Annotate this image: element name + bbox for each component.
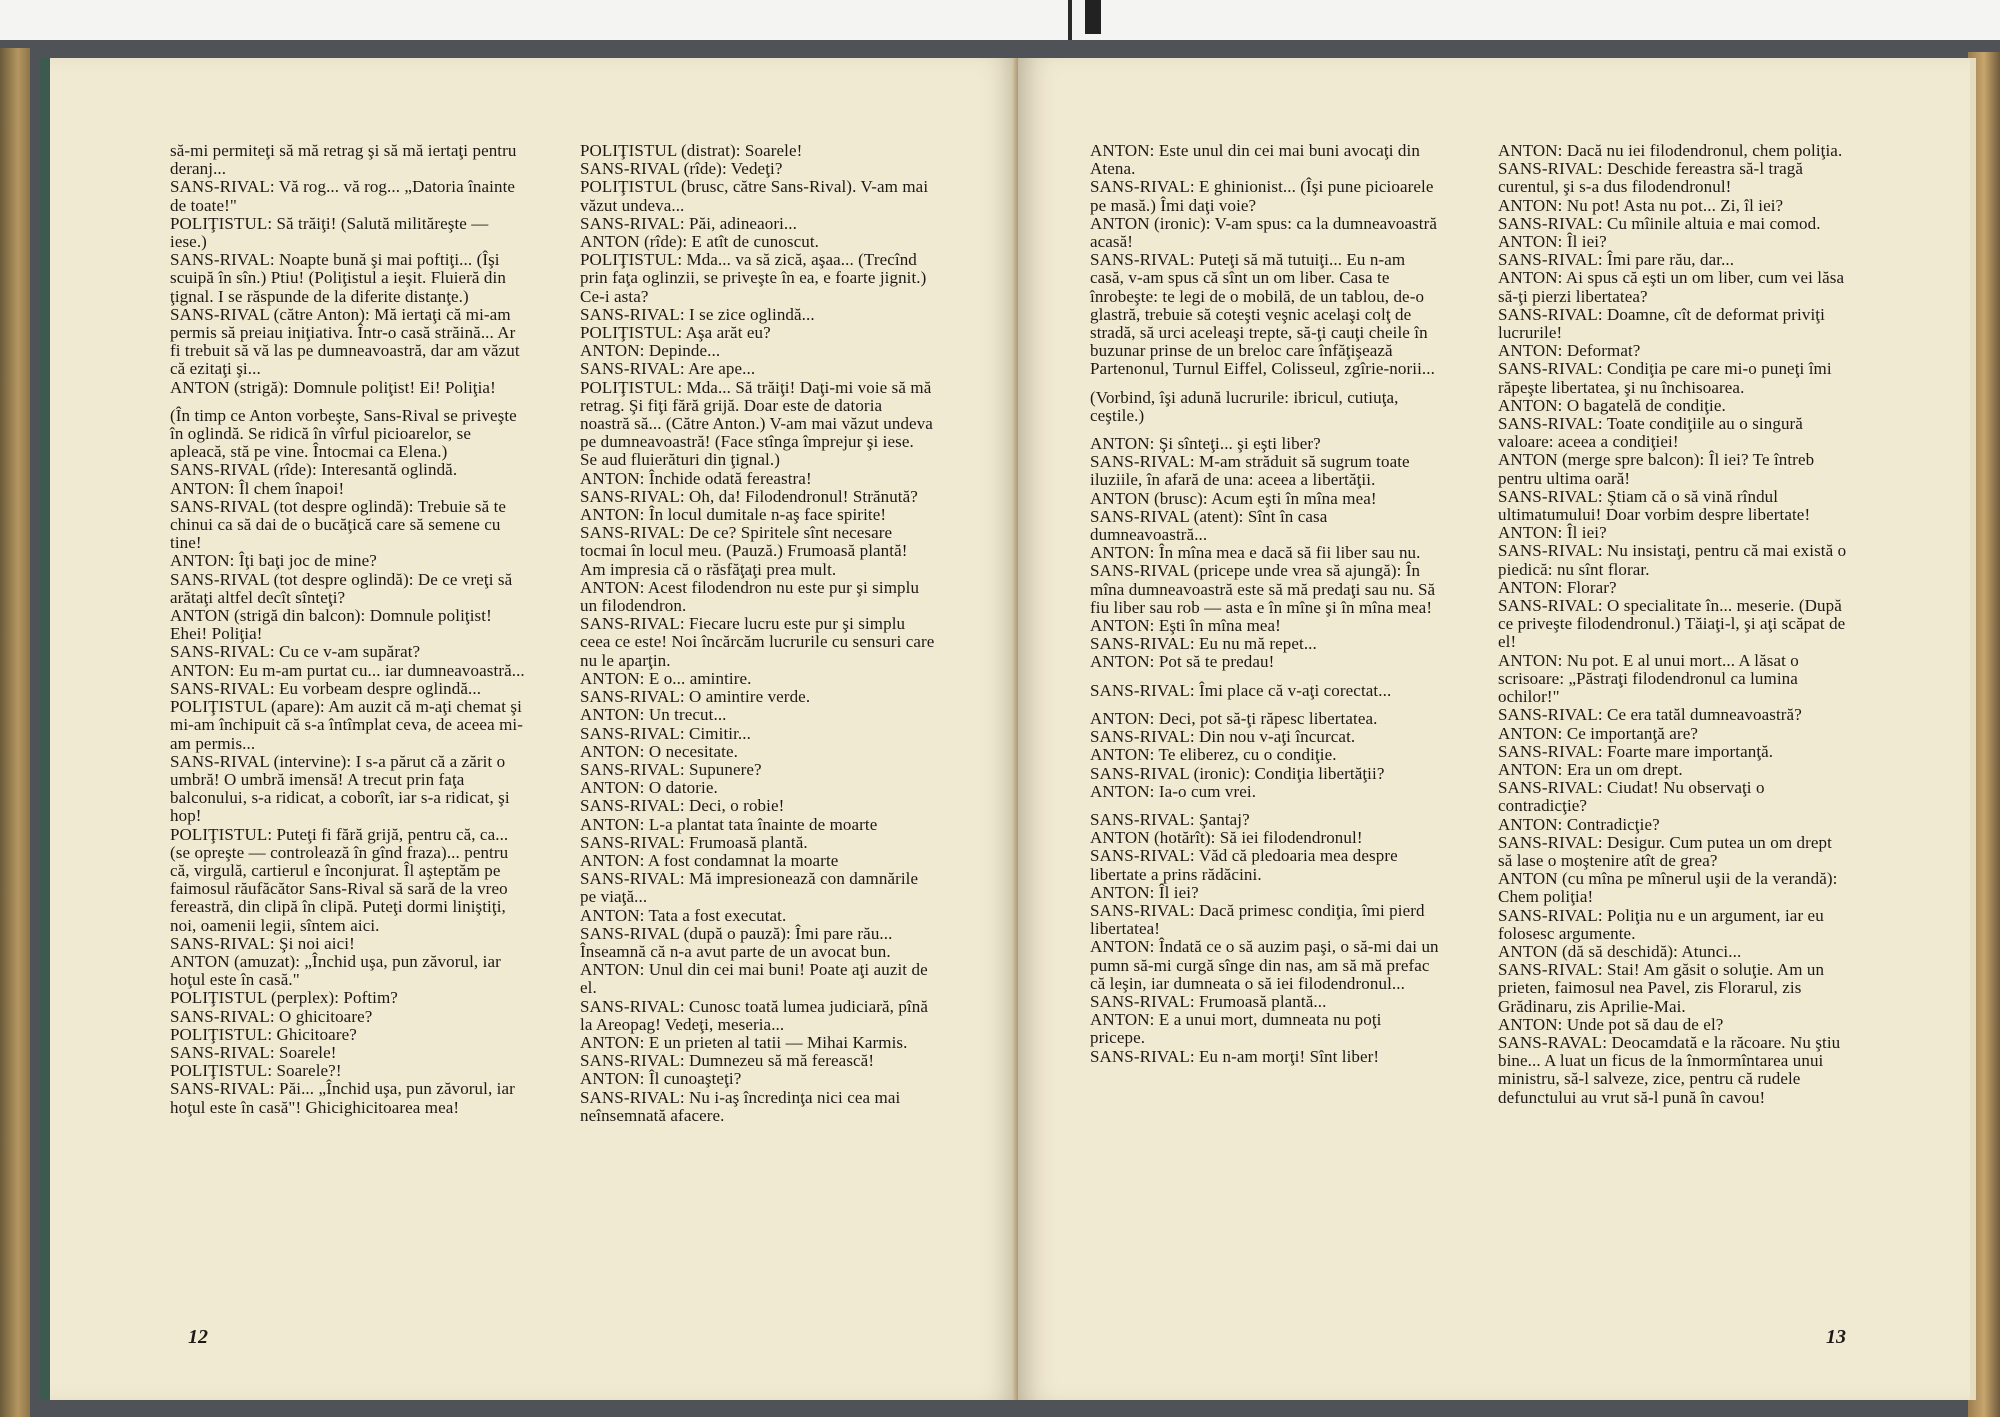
dialogue-line: SANS-RIVAL: Ce era tatăl dumneavoastră? [1498, 705, 1802, 725]
dialogue-line: SANS-RIVAL: Cu mîinile altuia e mai comod. [1498, 213, 1821, 233]
dialogue-line: ANTON: Dacă nu iei filodendronul, chem poliţia. [1498, 141, 1843, 160]
dialogue-line: SANS-RIVAL (rîde): Interesantă oglindă. [170, 460, 458, 480]
dialogue-line: ANTON: Închide odată fereastra! [580, 468, 812, 488]
dialogue-line: ANTON (rîde): E atît de cunoscut. [580, 232, 820, 252]
left-page-column-2 [580, 142, 935, 1125]
dialogue-line: ANTON: În locul dumitale n-aş face spirite! [580, 505, 887, 525]
dialogue-line: ANTON: Era un om drept. [1498, 759, 1683, 779]
dialogue-line: ANTON: A fost condamnat la moarte [580, 850, 839, 870]
background-top [0, 0, 2000, 44]
dialogue-line: ANTON: Ai spus că eşti un om liber, cum vei lăsa să-ţi pierzi libertatea? [1498, 268, 1845, 306]
dialogue-line: SANS-RIVAL: I se zice oglindă... [580, 304, 815, 324]
dialogue-line: ANTON: Nu pot. E al unui mort... A lăsat o scrisoare: „Păstraţi filodendronul ca lumina ochilor!" [1498, 650, 1799, 707]
dialogue-line: ANTON: Îl iei? [1498, 232, 1607, 252]
dialogue-line: ANTON (merge spre balcon): Îl iei? Te întreb pentru ultima oară! [1498, 450, 1815, 488]
dialogue-line: SANS-RIVAL: Noapte bună şi mai poftiţi... (Îşi scuipă în sîn.) Ptiu! (Poliţistul a ieşit. Fluieră din ţignal. I se răspunde de la diferite distanţe.) [170, 250, 506, 306]
dialogue-line: SANS-RIVAL: Desigur. Cum putea un om drept să lase o moştenire atît de grea? [1498, 832, 1832, 870]
dialogue-line: ANTON: Te eliberez, cu o condiţie. [1090, 745, 1337, 765]
dialogue-line: POLIŢISTUL: Să trăiţi! (Salută milităreşte — iese.) [170, 213, 489, 252]
book-edge-left [0, 48, 30, 1417]
dialogue-line: POLIŢISTUL (apare): Am auzit că m-aţi chemat şi mi-am închipuit că s-a întîmplat ceva, de aceea mi-am permis... [170, 697, 523, 753]
dialogue-line: POLIŢISTUL: Ghicitoare? [170, 1024, 357, 1044]
dialogue-line: ANTON (hotărît): Să iei filodendronul! [1090, 828, 1363, 848]
dialogue-line: SANS-RIVAL: Frumoasă plantă. [580, 832, 808, 852]
dialogue-line: ANTON: E o... amintire. [580, 668, 752, 688]
dialogue-line: ANTON: Nu pot! Asta nu pot... Zi, îl iei? [1498, 195, 1784, 215]
dialogue-line: SANS-RIVAL: Eu vorbeam despre oglindă... [170, 678, 482, 698]
left-page [40, 58, 1018, 1400]
dialogue-line: ANTON: Îl iei? [1498, 523, 1607, 543]
dialogue-line: SANS-RIVAL: Foarte mare importanţă. [1498, 741, 1774, 761]
dialogue-line: ANTON: Acest filodendron nu este pur şi simplu un filodendron. [580, 577, 920, 616]
dialogue-line: ANTON: E un prieten al tatii — Mihai Karmis. [580, 1032, 908, 1052]
dialogue-line: POLIŢISTUL: Puteţi fi fără grijă, pentru că, ca... (se opreşte — controlează în gînd fraza)... pentru că, virgulă, cartierul e înconjurat. Îl aşteptăm pe faimosul răufăcător Sans-Rival să sară de la vreo fereastră, din clipă în clipă. Puteţi dormi liniştiţi, noi, oamenii legii, sîntem aici. [170, 824, 509, 935]
dialogue-line: SANS-RIVAL (tot despre oglindă): De ce vreţi să arătaţi altfel decît sînteţi? [170, 569, 513, 607]
dialogue-line: SANS-RIVAL: Nu insistaţi, pentru că mai există o piedică: nu sînt florar. [1498, 541, 1847, 579]
dialogue-line: SANS-RIVAL: Frumoasă plantă... [1090, 991, 1327, 1011]
dialogue-line: SANS-RIVAL: M-am străduit să sugrum toate iluziile, în afară de una: aceea a libertăţii. [1090, 452, 1410, 490]
dialogue-line: SANS-RIVAL: O ghicitoare? [170, 1006, 373, 1026]
dialogue-line: POLIŢISTUL (distrat): Soarele! [580, 141, 803, 160]
dialogue-line: SANS-RIVAL: Eu n-am morţi! Sînt liber! [1090, 1046, 1380, 1066]
clip [1068, 0, 1072, 40]
dialogue-line: SANS-RIVAL: Are ape... [580, 359, 756, 379]
dialogue-line: SANS-RIVAL: Ciudat! Nu observaţi o contradicţie? [1498, 778, 1765, 816]
dialogue-line: SANS-RIVAL: Păi, adineaori... [580, 213, 797, 233]
dialogue-line: ANTON: O necesitate. [580, 741, 738, 761]
right-page-column-2 [1498, 142, 1848, 1107]
right-page-column-1 [1090, 142, 1440, 1066]
dialogue-line: ANTON: Ia-o cum vrei. [1090, 781, 1257, 801]
dialogue-line: POLIŢISTUL (brusc, către Sans-Rival). V-am mai văzut undeva... [580, 177, 929, 215]
dialogue-line: SANS-RIVAL (tot despre oglindă): Trebuie să te chinui ca să dai de o bucăţică care să semene cu tine! [170, 496, 507, 553]
dialogue-line: SANS-RIVAL: E ghinionist... (Îşi pune picioarele pe masă.) Îmi daţi voie? [1090, 177, 1434, 215]
dialogue-line: ANTON: Îţi baţi joc de mine? [170, 551, 377, 571]
dialogue-line: POLIŢISTUL: Mda... va să zică, aşaa... (Trecînd prin faţa oglinzii, se priveşte în ea, e foarte jignit.) Ce-i asta? [580, 250, 927, 306]
dialogue-line: ANTON: Eşti în mîna mea! [1090, 616, 1281, 636]
dialogue-line: ANTON: E a unui mort, dumneata nu poţi pricepe. [1090, 1010, 1382, 1048]
dialogue-line: ANTON (dă să deschidă): Atunci... [1498, 941, 1742, 961]
dialogue-line: ANTON: Depinde... [580, 341, 721, 361]
dialogue-line: SANS-RIVAL (după o pauză): Îmi pare rău... Înseamnă că n-a avut parte de un avocat bun. [580, 923, 893, 961]
dialogue-line: ANTON: Contradicţie? [1498, 814, 1660, 834]
dialogue-line: ANTON: Un trecut... [580, 705, 727, 725]
dialogue-line: să-mi permiteţi să mă retrag şi să mă iertaţi pentru deranj... [170, 141, 517, 179]
left-page-column-1 [170, 142, 525, 1117]
dialogue-line: SANS-RIVAL: Condiţia pe care mi-o puneţi îmi răpeşte libertatea, şi nu închisoarea. [1498, 359, 1832, 397]
right-page [1018, 58, 1976, 1400]
dialogue-line: ANTON: Îndată ce o să auzim paşi, o să-mi dai un pumn să-mi curgă sînge din nas, am să mă prefac că leşin, iar dumneata o să iei filodendronul... [1090, 937, 1439, 993]
page-number: 13 [1826, 1326, 1846, 1348]
dialogue-line: SANS-RIVAL: Deschide fereastra să-l tragă curentul, şi s-a dus filodendronul! [1498, 159, 1803, 197]
dialogue-line: SANS-RIVAL: Fiecare lucru este pur şi simplu ceea ce este! Noi încărcăm lucrurile cu sensuri care nu le aparţin. [580, 614, 935, 670]
dialogue-line: SANS-RIVAL: O amintire verde. [580, 687, 811, 707]
clip [1085, 0, 1101, 34]
dialogue-line: ANTON: Deformat? [1498, 341, 1641, 361]
dialogue-line: SANS-RIVAL: Doamne, cît de deformat priviţi lucrurile! [1498, 304, 1825, 343]
dialogue-line: SANS-RIVAL (ironic): Condiţia libertăţii? [1090, 763, 1385, 783]
dialogue-line: ANTON: În mîna mea e dacă să fii liber sau nu. [1090, 543, 1421, 563]
dialogue-line: SANS-RIVAL: Toate condiţiile au o singură valoare: aceea a condiţiei! [1498, 414, 1803, 452]
dialogue-line: SANS-RIVAL (intervine): I s-a părut că a zărit o umbră! O umbră imensă! A trecut prin faţa balconului, s-a ridicat, a coborît, iar s-a ridicat, şi hop! [170, 751, 510, 826]
dialogue-line: (Vorbind, îşi adună lucrurile: ibricul, cutiuţa, ceştile.) [1090, 387, 1399, 425]
dialogue-line: ANTON (cu mîna pe mînerul uşii de la verandă): Chem poliţia! [1498, 869, 1838, 907]
dialogue-line: SANS-RIVAL: Deci, o robie! [580, 796, 785, 816]
dialogue-line: ANTON: Tata a fost executat. [580, 905, 787, 925]
dialogue-line: SANS-RIVAL: Îmi place că v-aţi corectat... [1090, 680, 1392, 700]
dialogue-line: SANS-RIVAL: Eu nu mă repet... [1090, 634, 1317, 654]
dialogue-line: SANS-RIVAL: Cu ce v-am supărat? [170, 642, 421, 662]
dialogue-line: ANTON: Îl iei? [1090, 882, 1199, 902]
dialogue-line: SANS-RIVAL: Ştiam că o să vină rîndul ultimatumului! Doar vorbim despre libertate! [1498, 486, 1811, 525]
dialogue-line: SANS-RIVAL: Poliţia nu e un argument, iar eu folosesc argumente. [1498, 905, 1824, 943]
dialogue-line: SANS-RIVAL: O specialitate în... meserie. (După ce priveşte filodendronul.) Tăiaţi-l, şi aţi scăpat de el! [1498, 596, 1846, 652]
dialogue-line: ANTON: Unde pot să dau de el? [1498, 1014, 1724, 1034]
dialogue-line: SANS-RIVAL (rîde): Vedeţi? [580, 159, 783, 179]
dialogue-line: ANTON: Deci, pot să-ţi răpesc libertatea. [1090, 708, 1378, 728]
dialogue-line: SANS-RIVAL: Cunosc toată lumea judiciară, pînă la Areopag! Vedeţi, meseria... [580, 996, 929, 1034]
dialogue-line: (În timp ce Anton vorbeşte, Sans-Rival se priveşte în oglindă. Se ridică în vîrful picioarelor, se apleacă, stă pe vine. Întocmai ca Elena.) [170, 405, 517, 462]
dialogue-line: POLIŢISTUL: Soarele?! [170, 1061, 342, 1081]
dialogue-line: ANTON: Este unul din cei mai buni avocaţi din Atena. [1090, 141, 1420, 179]
dialogue-line: ANTON (brusc): Acum eşti în mîna mea! [1090, 488, 1377, 508]
dialogue-line: SANS-RIVAL: Supunere? [580, 759, 762, 779]
dialogue-line: POLIŢISTUL: Aşa arăt eu? [580, 323, 771, 343]
dialogue-line: ANTON: Florar? [1498, 577, 1617, 597]
dialogue-line: SANS-RIVAL: Puteţi să mă tutuiţi... Eu n-am casă, v-am spus că sînt un om liber. Casa te înrobeşte: te legi de o mobilă, de un tablou, de-o glastră, trebuie să coteşti veşnic acelaşi colţ de stradă, să urci aceleaşi trepte, să-ţi cauţi cheile în buzunar prinse de un breloc care înfăţişează Partenonul, Turnul Eiffel, Colisseul, zgîrie-norii... [1090, 250, 1435, 379]
dialogue-line: ANTON: L-a plantat tata înainte de moarte [580, 814, 878, 834]
dialogue-line: ANTON (ironic): V-am spus: ca la dumneavoastră acasă! [1090, 213, 1438, 252]
dialogue-line: SANS-RIVAL: Soarele! [170, 1042, 337, 1062]
dialogue-line: ANTON: Ce importanţă are? [1498, 723, 1698, 743]
dialogue-line: ANTON: O datorie. [580, 778, 718, 798]
dialogue-line: SANS-RIVAL: Îmi pare rău, dar... [1498, 250, 1735, 270]
dialogue-line: SANS-RIVAL: Şi noi aici! [170, 933, 355, 953]
dialogue-line: SANS-RIVAL (pricepe unde vrea să ajungă): În mîna dumneavoastră este să mă predaţi sau nu. Să fiu liber sau rob — asta e în mîne şi în mîna mea! [1090, 561, 1436, 617]
dialogue-line: SANS-RIVAL: Mă impresionează con damnările pe viaţă... [580, 869, 919, 907]
dialogue-line: SANS-RAVAL: Deocamdată e la răcoare. Nu ştiu bine... A luat un ficus de la înmormîntarea unui ministru, să-l salveze, zice, pentru că rudele defunctului au vrut să-l pună în cavou! [1498, 1032, 1841, 1107]
dialogue-line: SANS-RIVAL: Nu i-aş încredinţa nici cea mai neînsemnată afacere. [580, 1087, 901, 1125]
dialogue-line: ANTON (strigă din balcon): Domnule poliţist! Ehei! Poliţia! [170, 606, 492, 644]
dialogue-line: SANS-RIVAL: Văd că pledoaria mea despre libertate a prins rădăcini. [1090, 846, 1398, 884]
dialogue-line: SANS-RIVAL: Dacă primesc condiţia, îmi pierd libertatea! [1090, 900, 1425, 939]
dialogue-line: SANS-RIVAL: Din nou v-aţi încurcat. [1090, 727, 1356, 747]
dialogue-line: ANTON: Eu m-am purtat cu... iar dumneavoastră... [170, 660, 525, 680]
dialogue-line: ANTON (amuzat): „Închid uşa, pun zăvorul, iar hoţul este în casă." [170, 951, 501, 990]
dialogue-line: ANTON: Unul din cei mai buni! Poate aţi auzit de el. [580, 960, 928, 998]
dialogue-line: POLIŢISTUL: Mda... Să trăiţi! Daţi-mi voie să mă retrag. Şi fiţi fără grijă. Doar este de datoria noastră să... (Către Anton.) V-am mai văzut undeva pe dumneavoastră! (Face stînga împrejur şi iese. Se aud fluierături din ţignal.) [580, 377, 933, 470]
dialogue-line: SANS-RIVAL: Şantaj? [1090, 809, 1250, 829]
dialogue-line: SANS-RIVAL: Oh, da! Filodendronul! Strănută? [580, 486, 918, 506]
dialogue-line: SANS-RIVAL (către Anton): Mă iertaţi că mi-am permis să preiau iniţiativa. Într-o casă străină... Ar fi trebuit să vă las pe dumneavoastră, dar am văzut că ezitaţi şi... [170, 304, 520, 379]
dialogue-line: ANTON: Îl chem înapoi! [170, 478, 345, 498]
dialogue-line: SANS-RIVAL: Cimitir... [580, 723, 751, 743]
page-number: 12 [188, 1326, 208, 1348]
dialogue-line: SANS-RIVAL: Vă rog... vă rog... „Datoria înainte de toate!" [170, 177, 516, 215]
dialogue-line: ANTON: O bagatelă de condiţie. [1498, 395, 1726, 415]
dialogue-line: SANS-RIVAL: Păi... „Închid uşa, pun zăvorul, iar hoţul este în casă"! Ghicighicitoarea mea! [170, 1079, 515, 1117]
dialogue-line: SANS-RIVAL: De ce? Spiritele sînt necesare tocmai în locul meu. (Pauză.) Frumoasă plantă! Am impresia că o răsfăţaţi prea mult. [580, 523, 908, 579]
dialogue-line: SANS-RIVAL (atent): Sînt în casa dumneavoastră... [1090, 506, 1328, 545]
dialogue-line: ANTON: Îl cunoaşteţi? [580, 1069, 742, 1089]
dialogue-line: SANS-RIVAL: Stai! Am găsit o soluţie. Am un prieten, faimosul nea Pavel, zis Florarul, zis Grădinaru, zis Aprilie-Mai. [1498, 960, 1825, 1016]
dialogue-line: SANS-RIVAL: Dumnezeu să mă ferească! [580, 1051, 875, 1071]
dialogue-line: ANTON (strigă): Domnule poliţist! Ei! Poliţia! [170, 377, 496, 397]
dialogue-line: POLIŢISTUL (perplex): Poftim? [170, 988, 398, 1008]
dialogue-line: ANTON: Pot să te predau! [1090, 652, 1275, 672]
dialogue-line: ANTON: Şi sînteţi... şi eşti liber? [1090, 434, 1321, 454]
